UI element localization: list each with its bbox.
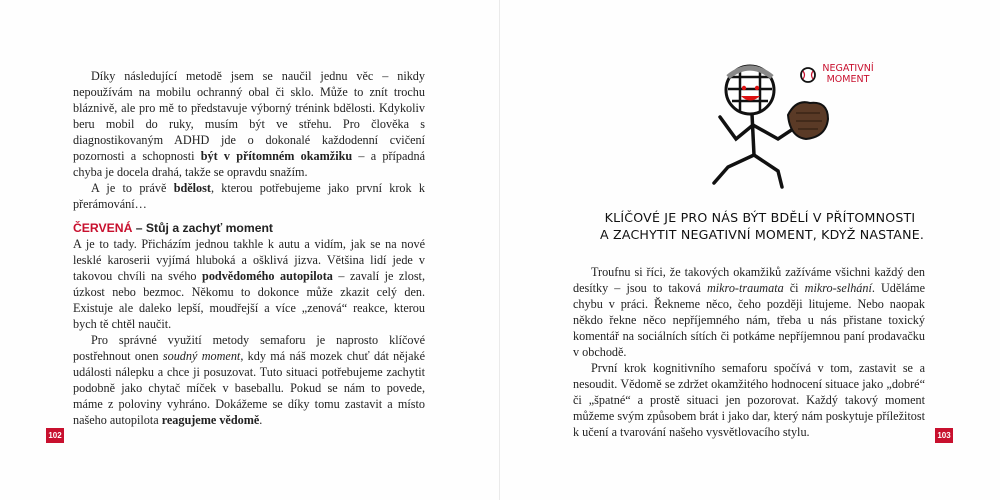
intro-paragraph-1: Díky následující metodě jsem se naučil jednu věc – nikdy nepoužívám na mobilu ochranný obal či sklo. Může to znít trochu bláznivě, ale pro mě to představuje výborný trénink bdělosti. Kdykoliv beru mobil do ruky, musím být ve střehu. Pro člověka s diagnostikovaným ADHD jde o dokonalé každodenní cvičení pozornosti a schopnosti být v přítomném okamžiku – a případná chyba je docela drahá, takže se opravdu snažím. [73, 69, 425, 179]
intro-text [73, 68, 425, 212]
page-number-left: 102 [46, 428, 64, 443]
baseball-icon [801, 68, 815, 82]
pull-quote: KLÍČOVÉ JE PRO NÁS BÝT BDĚLÍ V PŘÍTOMNOSTI A ZACHYTIT NEGATIVNÍ MOMENT, KDYŽ NASTANE. [600, 210, 925, 242]
section-red [73, 220, 425, 428]
intro-paragraph-2: A je to právě bdělost, kterou potřebujeme jako první krok k přerámování… [73, 181, 425, 211]
negative-moment-label: NEGATIVNÍ MOMENT [822, 63, 874, 85]
section-paragraph-2: Pro správné využití metody semaforu je naprosto klíčové postřehnout onen soudný moment, kdy má náš mozek chuť dát nějaké události nálepku a chce ji posuzovat. Tuto situaci potřebujeme zachytit podobně jako chytač míček v baseballu. Pokud se nám to povede, máme z poloviny vyhráno. Dokážeme se díky tomu zastavit a místo našeho autopilota reagujeme vědomě. [73, 333, 425, 427]
right-page [500, 0, 1000, 500]
section-paragraph-1: A je to tady. Přicházím jednou takhle k autu a vidím, jak se na nové lesklé karoserii vyjímá hluboká a ošklivá jizva. Většina lidí jede v takovou chvíli na svého podvědomého autopilota – zavalí je zlost, úzkost nebo bezmoc. Někomu to dokonce může zkazit celý den. Existuje ale daleko lepší, moudřejší a více „zenová“ reakce, kterou bych tě chtěl naučit. [73, 237, 425, 331]
section-heading: ČERVENÁ – Stůj a zachyť moment [73, 221, 273, 235]
right-body-text [573, 264, 925, 440]
right-paragraph-1: Troufnu si říci, že takových okamžiků zažíváme všichni každý den desítky – jsou to taková mikro-traumata či mikro-selhání. Uděláme chybu v práci. Řekneme něco, čeho později litujeme. Nebo naopak někdo řekne něco nepříjemného nám, třeba u nás přistane toxický komentář na sociálních sítích či potkáme nepříjemnou paní prodavačku v obchodě. [573, 265, 925, 359]
page-number-right: 103 [935, 428, 953, 443]
right-paragraph-2: První krok kognitivního semaforu spočívá v tom, zastavit se a nesoudit. Vědomě se zdržet okamžitého hodnocení situace jako „dobré“ či „špatné“ a prostě situaci jen pozorovat. Každý takový moment můžeme svým způsobem brát i jako dar, který nám poskytuje příležitost k učení a tvarování našeho vysvětlovacího stylu. [573, 361, 925, 439]
